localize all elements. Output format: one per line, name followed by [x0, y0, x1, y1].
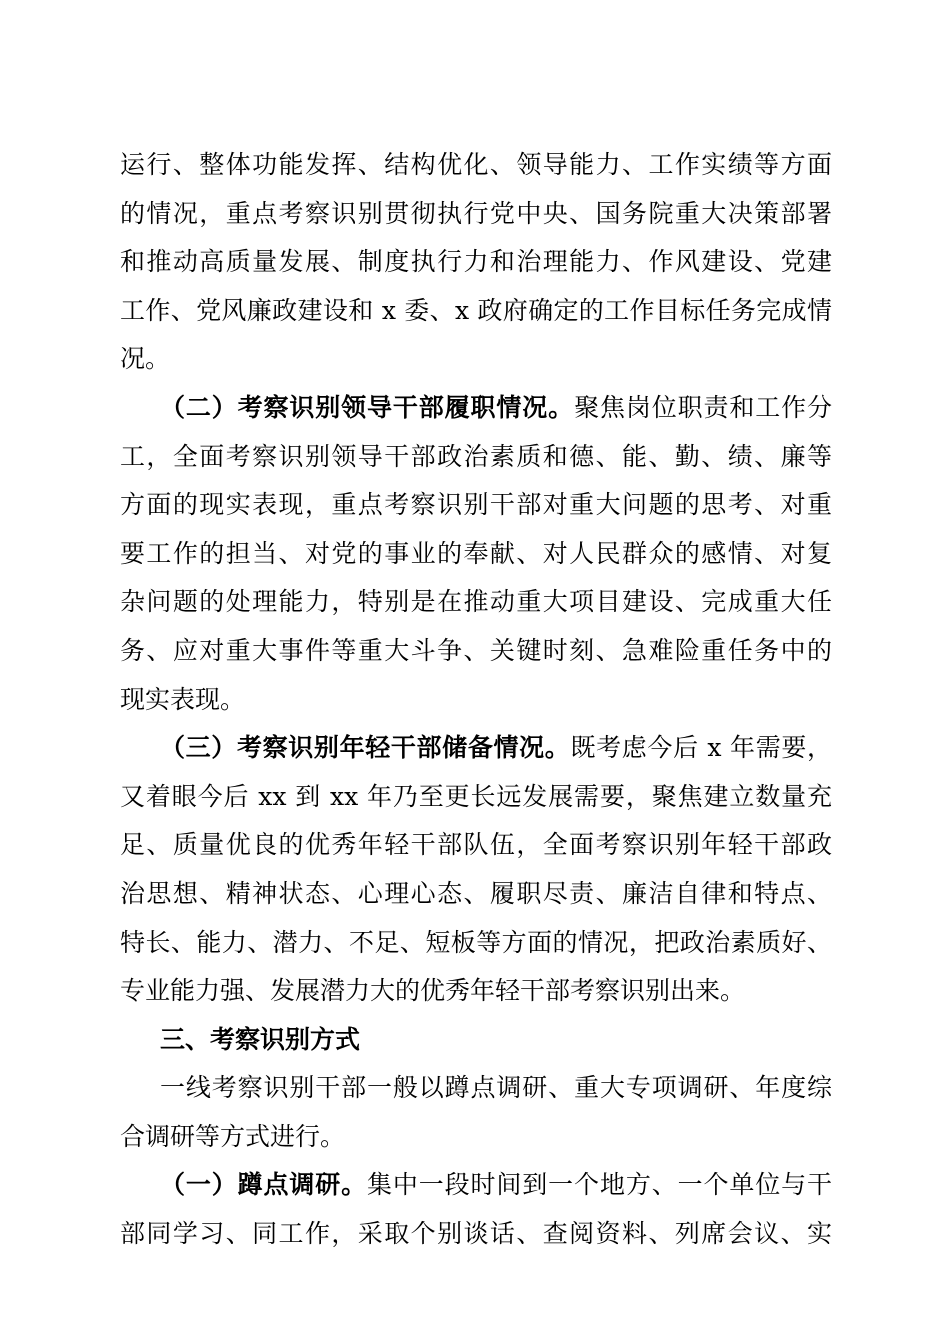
- text-line: 现实表现。: [120, 684, 246, 714]
- text-line: 务、应对重大事件等重大斗争、关键时刻、急难险重任务中的: [120, 635, 832, 665]
- text-line: 一线考察识别干部一般以蹲点调研、重大专项调研、年度综: [160, 1073, 832, 1103]
- text-line: 合调研等方式进行。: [120, 1121, 346, 1151]
- text-line: 特长、能力、潜力、不足、短板等方面的情况，把政治素质好、: [120, 927, 832, 957]
- text-line: 况。: [120, 344, 171, 374]
- paragraph-young-cadres: [120, 724, 832, 1016]
- subsection-heading: （一）蹲点调研。: [160, 1170, 368, 1200]
- paragraph-methods-intro: [120, 1064, 832, 1161]
- paragraph-continuation: [120, 141, 832, 384]
- section-heading: 三、考察识别方式: [160, 1024, 361, 1054]
- section-heading-methods: [120, 1016, 832, 1065]
- document-body: [120, 141, 832, 1259]
- text-line: 足、质量优良的优秀年轻干部队伍，全面考察识别年轻干部政: [120, 830, 832, 860]
- text-line: 杂问题的处理能力，特别是在推动重大项目建设、完成重大任: [120, 587, 832, 617]
- text-line: 要工作的担当、对党的事业的奉献、对人民群众的感情、对复: [120, 538, 832, 568]
- paragraph-leader-performance: [120, 384, 832, 724]
- subsection-heading: （三）考察识别年轻干部储备情况。: [160, 733, 571, 763]
- text-line: 工作、党风廉政建设和 x 委、x 政府确定的工作目标任务完成情: [120, 295, 832, 325]
- text-line: [120, 1161, 832, 1210]
- text-line: 治思想、精神状态、心理心态、履职尽责、廉洁自律和特点、: [120, 878, 832, 908]
- text-line: 和推动高质量发展、制度执行力和治理能力、作风建设、党建: [120, 247, 832, 277]
- text-line: 运行、整体功能发挥、结构优化、领导能力、工作实绩等方面: [120, 150, 832, 179]
- text-line: [120, 384, 832, 433]
- text-run: 聚焦岗位职责和工作分: [574, 392, 832, 422]
- text-line: 工，全面考察识别领导干部政治素质和德、能、勤、绩、廉等: [120, 441, 832, 471]
- text-line: 部同学习、同工作，采取个别谈话、查阅资料、列席会议、实: [120, 1219, 832, 1249]
- text-run: 既考虑今后 x 年需要，: [570, 733, 832, 763]
- text-line: 又着眼今后 xx 到 xx 年乃至更长远发展需要，聚焦建立数量充: [120, 781, 832, 811]
- text-line: 方面的现实表现，重点考察识别干部对重大问题的思考、对重: [120, 490, 832, 520]
- text-line: [120, 724, 832, 773]
- subsection-heading: （二）考察识别领导干部履职情况。: [160, 392, 575, 422]
- paragraph-field-research: [120, 1161, 832, 1258]
- text-run: 集中一段时间到一个地方、一个单位与干: [367, 1170, 832, 1200]
- text-line: 专业能力强、发展潜力大的优秀年轻干部考察识别出来。: [120, 976, 746, 1006]
- text-line: 的情况，重点考察识别贯彻执行党中央、国务院重大决策部署: [120, 198, 832, 228]
